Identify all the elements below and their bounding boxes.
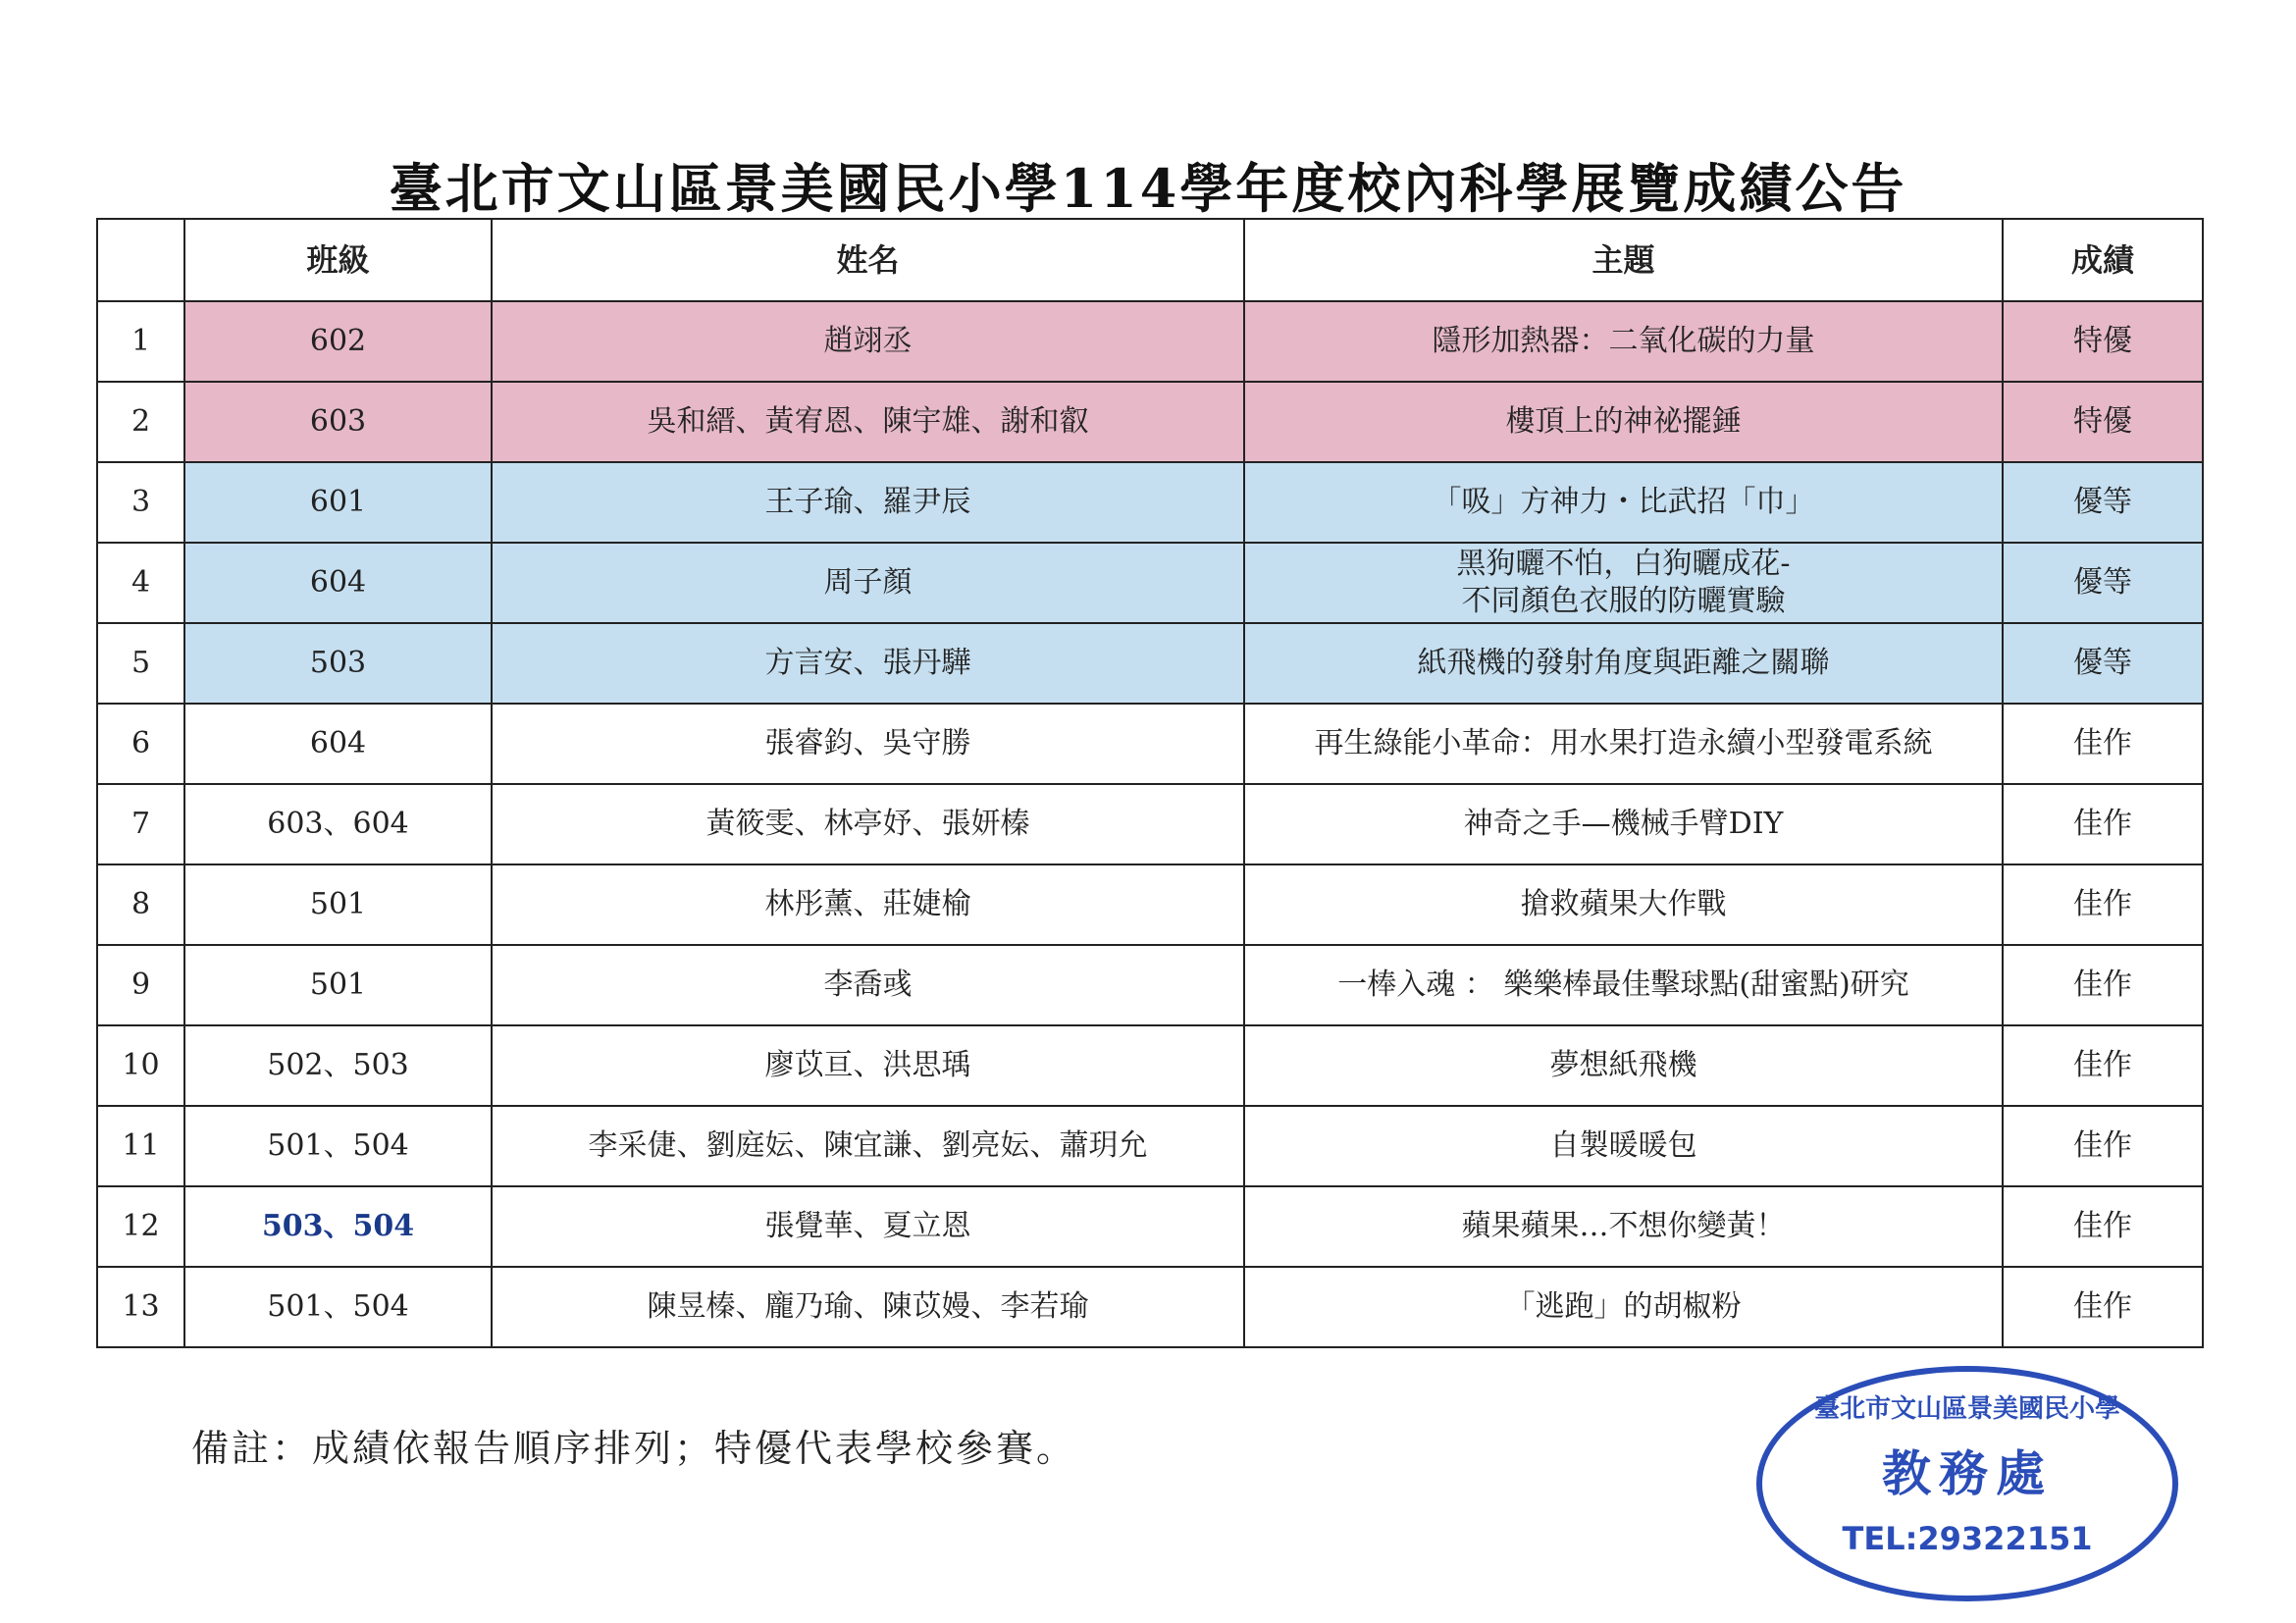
class-cell: 503、504 xyxy=(184,1186,492,1267)
names-cell: 吳和縉、黃宥恩、陳宇雄、謝和叡 xyxy=(492,382,1244,462)
class-cell: 502、503 xyxy=(184,1025,492,1106)
table-row xyxy=(97,382,2203,462)
row-number: 4 xyxy=(97,543,184,623)
table-row xyxy=(97,1025,2203,1106)
topic-cell: 「吸」方神力・比武招「巾」 xyxy=(1244,462,2003,543)
topic-cell: 蘋果蘋果…不想你變黃！ xyxy=(1244,1186,2003,1267)
result-cell: 佳作 xyxy=(2003,1267,2203,1347)
class-cell: 501、504 xyxy=(184,1267,492,1347)
result-cell: 優等 xyxy=(2003,543,2203,623)
results-table xyxy=(96,218,2204,1348)
names-cell: 李喬彧 xyxy=(492,945,1244,1025)
table-row xyxy=(97,945,2203,1025)
row-number: 2 xyxy=(97,382,184,462)
result-cell: 佳作 xyxy=(2003,704,2203,784)
result-cell: 佳作 xyxy=(2003,1186,2203,1267)
stamp-center-text: 教務處 xyxy=(1882,1444,2053,1502)
row-number: 1 xyxy=(97,301,184,382)
class-cell: 602 xyxy=(184,301,492,382)
footnote: 備註：成績依報告順序排列；特優代表學校參賽。 xyxy=(191,1427,1077,1470)
school-seal-stamp xyxy=(1756,1366,2178,1601)
header-class: 班級 xyxy=(184,219,492,301)
class-cell: 604 xyxy=(184,543,492,623)
topic-cell: 樓頂上的神祕擺錘 xyxy=(1244,382,2003,462)
row-number: 8 xyxy=(97,864,184,945)
result-cell: 特優 xyxy=(2003,301,2203,382)
topic-cell: 隱形加熱器：二氧化碳的力量 xyxy=(1244,301,2003,382)
table-row xyxy=(97,864,2203,945)
table-row xyxy=(97,462,2203,543)
class-cell: 501 xyxy=(184,864,492,945)
class-cell: 501、504 xyxy=(184,1106,492,1186)
names-cell: 周子顏 xyxy=(492,543,1244,623)
class-cell: 501 xyxy=(184,945,492,1025)
header-topic: 主題 xyxy=(1244,219,2003,301)
row-number: 6 xyxy=(97,704,184,784)
header-names: 姓名 xyxy=(492,219,1244,301)
row-number: 10 xyxy=(97,1025,184,1106)
class-cell: 603、604 xyxy=(184,784,492,864)
class-cell: 604 xyxy=(184,704,492,784)
names-cell: 廖苡亘、洪思瑀 xyxy=(492,1025,1244,1106)
names-cell: 張覺華、夏立恩 xyxy=(492,1186,1244,1267)
result-cell: 佳作 xyxy=(2003,945,2203,1025)
stamp-top-text: 臺北市文山區景美國民小學 xyxy=(1813,1394,2120,1424)
table-row xyxy=(97,1186,2203,1267)
result-cell: 優等 xyxy=(2003,623,2203,704)
class-cell: 601 xyxy=(184,462,492,543)
topic-line: 不同顏色衣服的防曬實驗 xyxy=(1461,584,1786,618)
topic-cell: 紙飛機的發射角度與距離之關聯 xyxy=(1244,623,2003,704)
topic-cell: 一棒入魂 ： 樂樂棒最佳擊球點(甜蜜點)研究 xyxy=(1244,945,2003,1025)
topic-cell: 再生綠能小革命：用水果打造永續小型發電系統 xyxy=(1244,704,2003,784)
row-number: 5 xyxy=(97,623,184,704)
topic-line: 黑狗曬不怕，白狗曬成花- xyxy=(1456,547,1791,581)
result-cell: 佳作 xyxy=(2003,1025,2203,1106)
names-cell: 李采倢、劉庭妘、陳宜謙、劉亮妘、蕭玥允 xyxy=(492,1106,1244,1186)
topic-cell xyxy=(1244,543,2003,623)
stamp-bottom-text: TEL:29322151 xyxy=(1842,1520,2093,1557)
result-cell: 優等 xyxy=(2003,462,2203,543)
table-row xyxy=(97,543,2203,623)
topic-cell: 夢想紙飛機 xyxy=(1244,1025,2003,1106)
table-row xyxy=(97,1106,2203,1186)
result-cell: 特優 xyxy=(2003,382,2203,462)
table-row xyxy=(97,784,2203,864)
names-cell: 林彤薰、莊婕榆 xyxy=(492,864,1244,945)
result-cell: 佳作 xyxy=(2003,784,2203,864)
row-number: 9 xyxy=(97,945,184,1025)
row-number: 12 xyxy=(97,1186,184,1267)
names-cell: 張睿鈞、吳守勝 xyxy=(492,704,1244,784)
topic-cell: 自製暖暖包 xyxy=(1244,1106,2003,1186)
row-number: 11 xyxy=(97,1106,184,1186)
header-no xyxy=(97,219,184,301)
header-result: 成績 xyxy=(2003,219,2203,301)
table-row xyxy=(97,301,2203,382)
page-title: 臺北市文山區景美國民小學114學年度校內科學展覽成績公告 xyxy=(389,157,1907,220)
table-row xyxy=(97,1267,2203,1347)
result-cell: 佳作 xyxy=(2003,1106,2203,1186)
topic-cell: 神奇之手—機械手臂DIY xyxy=(1244,784,2003,864)
result-cell: 佳作 xyxy=(2003,864,2203,945)
names-cell: 王子瑜、羅尹辰 xyxy=(492,462,1244,543)
topic-cell: 搶救蘋果大作戰 xyxy=(1244,864,2003,945)
names-cell: 黃筱雯、林亭妤、張妍榛 xyxy=(492,784,1244,864)
row-number: 3 xyxy=(97,462,184,543)
class-cell: 503 xyxy=(184,623,492,704)
table-row xyxy=(97,623,2203,704)
names-cell: 趙翊丞 xyxy=(492,301,1244,382)
class-cell: 603 xyxy=(184,382,492,462)
row-number: 13 xyxy=(97,1267,184,1347)
names-cell: 陳昱榛、龐乃瑜、陳苡嫚、李若瑜 xyxy=(492,1267,1244,1347)
topic-cell: 「逃跑」的胡椒粉 xyxy=(1244,1267,2003,1347)
table-header xyxy=(97,219,2203,301)
row-number: 7 xyxy=(97,784,184,864)
names-cell: 方言安、張丹驊 xyxy=(492,623,1244,704)
table-row xyxy=(97,704,2203,784)
